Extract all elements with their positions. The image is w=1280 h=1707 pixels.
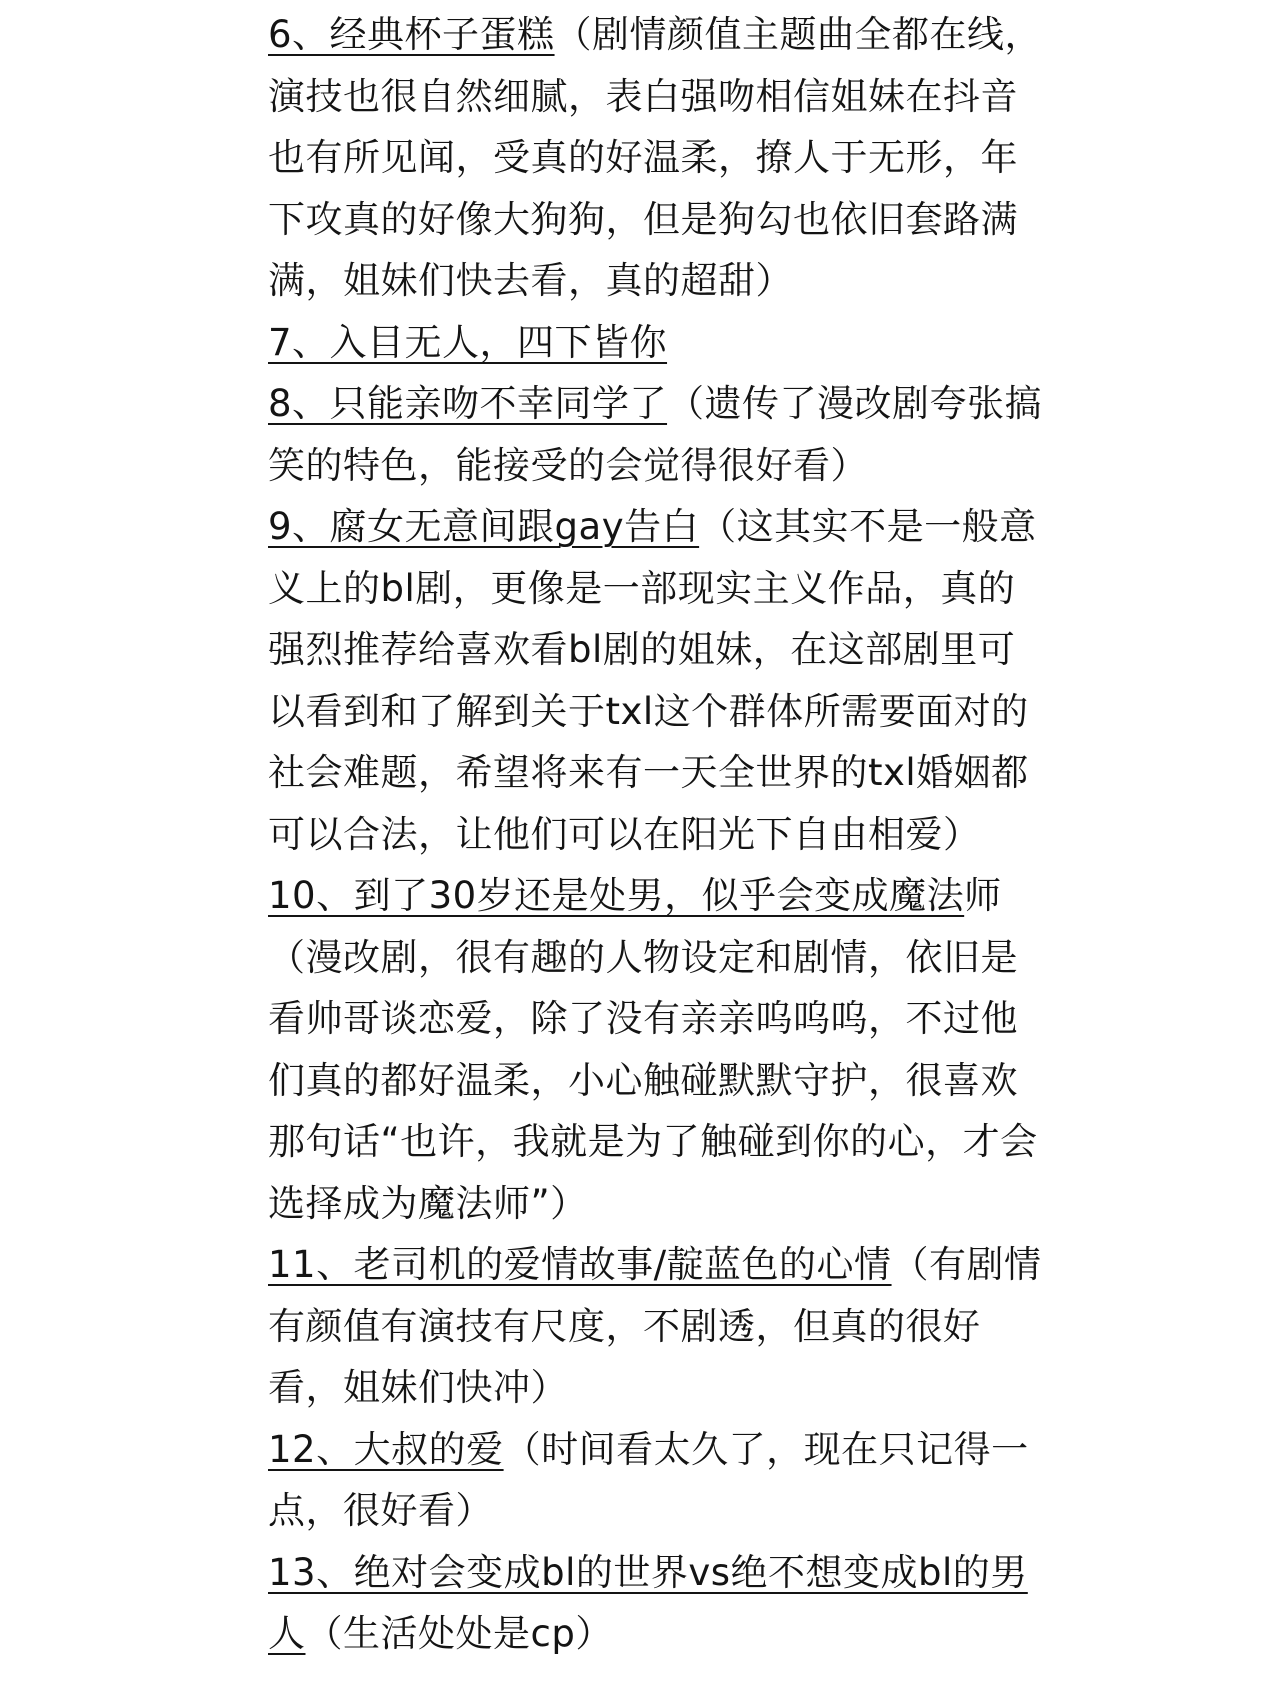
drama-title-tail: 师 [964,874,1002,917]
drama-title: 7、入目无人，四下皆你 [268,320,668,364]
drama-comment: （生活处处是cp） [305,1612,613,1655]
list-item [268,496,1048,865]
drama-comment: （漫改剧，很有趣的人物设定和剧情，依旧是看帅哥谈恋爱，除了没有亲亲呜呜呜，不过他们真的都好温柔，小心触碰默默守护，很喜欢那句话“也许，我就是为了触碰到你的心，才会选择成为魔法师”） [268,935,1038,1225]
drama-comment: （有剧情有颜值有演技有尺度，不剧透，但真的很好看，姐妹们快冲） [268,1243,1042,1409]
drama-title: 13、绝对会变成bl的世界vs绝不想变成bl的男人 [268,1550,1028,1655]
list-item [268,865,1048,1234]
drama-title: 9、腐女无意间跟gay告白 [268,505,700,548]
drama-comment: （时间看太久了，现在只记得一点，很好看） [268,1427,1029,1532]
drama-title: 10、到了30岁还是处男，似乎会变成魔法 [268,874,965,917]
drama-title: 12、大叔的爱 [268,1427,504,1471]
drama-comment: （遗传了漫改剧夸张搞笑的特色，能接受的会觉得很好看） [268,382,1043,487]
list-item [268,1234,1048,1419]
list-item [268,1419,1048,1542]
drama-comment: （剧情颜值主题曲全都在线，演技也很自然细腻，表白强吻相信姐妹在抖音也有所见闻，受真的好温柔，撩人于无形，年下攻真的好像大狗狗，但是狗勾也依旧套路满满，姐妹们快去看，真的超甜） [268,13,1043,302]
drama-comment: （这其实不是一般意义上的bl剧，更像是一部现实主义作品，真的强烈推荐给喜欢看bl剧的姐妹，在这部剧里可以看到和了解到关于txl这个群体所需要面对的社会难题，希望将来有一天全世界的txl婚姻都可以合法，让他们可以在阳光下自由相爱） [268,505,1037,856]
list-item [268,1542,1048,1665]
list-item [268,312,1048,374]
list-item [268,4,1048,312]
drama-title: 11、老司机的爱情故事/靛蓝色的心情 [268,1243,892,1286]
drama-title: 6、经典杯子蛋糕 [268,13,555,56]
list-item [268,373,1048,496]
drama-list [268,4,1048,1665]
drama-title: 8、只能亲吻不幸同学了 [268,382,668,425]
